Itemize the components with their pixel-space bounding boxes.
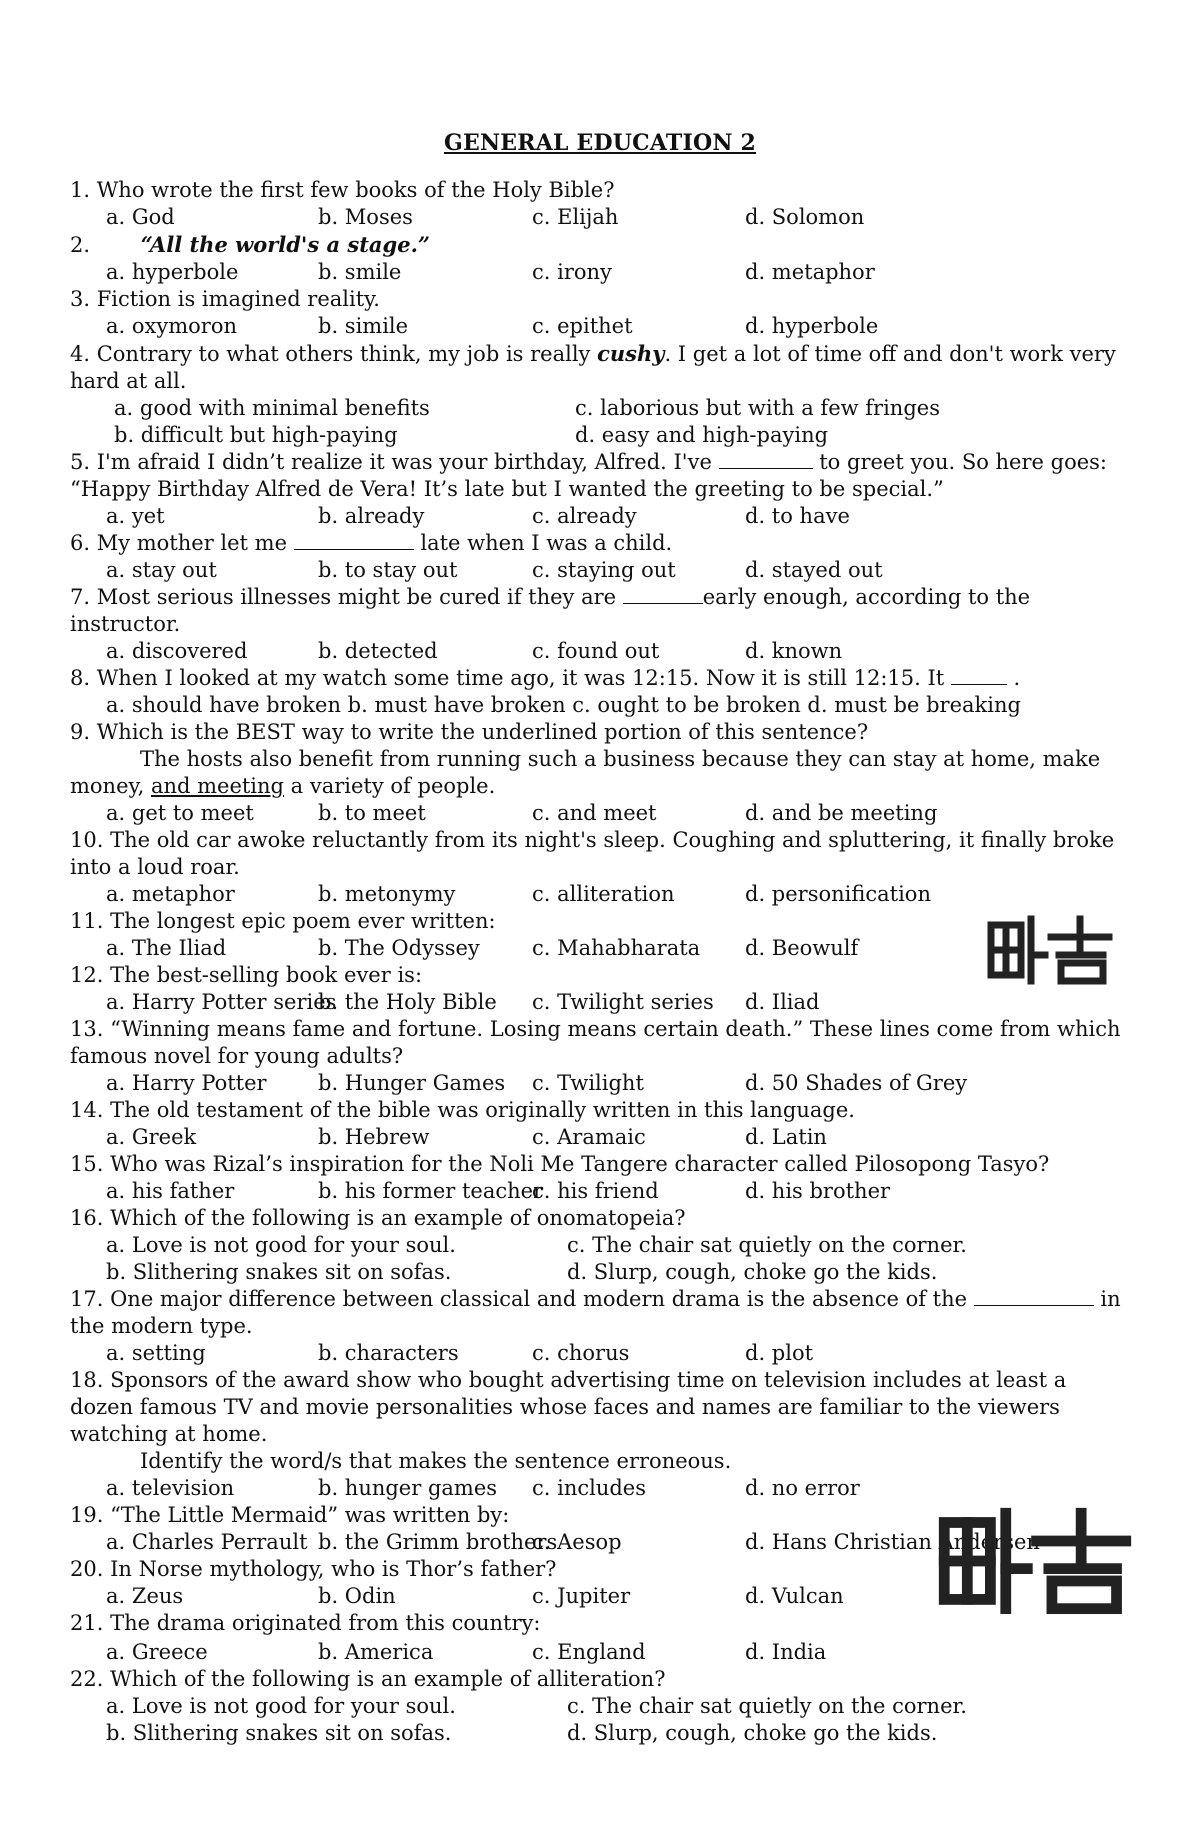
question-18-instruction: Identify the word/s that makes the sentence erroneous.	[140, 1449, 732, 1473]
question-7	[70, 584, 1130, 638]
watermark-stamp-large	[935, 1500, 1135, 1625]
option-c: c. chorus	[532, 1341, 630, 1365]
option-a: a. television	[106, 1476, 235, 1500]
options-14	[70, 1124, 1130, 1151]
question-16: 16. Which of the following is an example of onomatopeia?	[70, 1206, 686, 1230]
option-b: b. hunger games	[318, 1476, 498, 1500]
option-c: c. his friend	[532, 1179, 659, 1203]
option-a: a. Love is not good for your soul.	[106, 1233, 456, 1257]
options-16	[70, 1232, 1130, 1286]
question-text: 4. Contrary to what others think, my job is really	[70, 342, 598, 366]
option-c: c. found out	[532, 639, 660, 663]
option-c: c. The chair sat quietly on the corner.	[567, 1694, 967, 1718]
options-18	[70, 1475, 1130, 1502]
page-title: GENERAL EDUCATION 2	[443, 130, 757, 156]
option-d: d. to have	[745, 504, 850, 528]
option-d: d. Beowulf	[745, 936, 859, 960]
option-a: a. discovered	[106, 639, 248, 663]
option-b: b. America	[318, 1640, 434, 1664]
option-c: c. already	[532, 504, 637, 528]
options-12	[70, 989, 1130, 1016]
option-d: d. easy and high-paying	[575, 423, 829, 447]
option-a: a. good with minimal benefits	[114, 396, 430, 420]
option-b: b. Hebrew	[318, 1125, 430, 1149]
question-text-cont: .	[1006, 666, 1021, 690]
option-d: d. Hans Christian Andersen	[745, 1530, 1040, 1554]
option-c: c. England	[532, 1640, 646, 1664]
question-text-cont: early enough, according to the instructor.	[70, 585, 1031, 636]
option-b: b. Hunger Games	[318, 1071, 506, 1095]
option-d: d. 50 Shades of Grey	[745, 1071, 968, 1095]
question-text: 7. Most serious illnesses might be cured if they are	[70, 585, 623, 609]
question-12: 12. The best-selling book ever is:	[70, 963, 423, 987]
option-c: c. includes	[532, 1476, 647, 1500]
question-text-cont: to greet you. So here goes: “Happy Birthday Alfred de Vera! It’s late but I wanted the greeting to be special.”	[70, 450, 1107, 501]
option-a: a. stay out	[106, 558, 217, 582]
question-14: 14. The old testament of the bible was originally written in this language.	[70, 1098, 855, 1122]
question-quote: “All the world's a stage.”	[140, 232, 430, 257]
question-text-cont: late when I was a child.	[413, 531, 673, 555]
option-b: b. the Holy Bible	[318, 990, 497, 1014]
option-a: a. The Iliad	[106, 936, 227, 960]
question-17	[70, 1286, 1130, 1340]
option-a: a. Charles Perrault	[106, 1530, 308, 1554]
option-a: a. Greece	[106, 1640, 208, 1664]
option-c: c. staying out	[532, 558, 676, 582]
options-9	[70, 800, 1130, 827]
question-text-cont: . I get a lot of time off and don't work very hard at all.	[70, 342, 1116, 393]
option-d: d. stayed out	[745, 558, 883, 582]
question-9-sentence	[70, 746, 1130, 800]
option-a: a. Greek	[106, 1125, 197, 1149]
option-c: c. Jupiter	[532, 1584, 631, 1608]
options-3	[70, 313, 1130, 340]
option-a: a. hyperbole	[106, 260, 239, 284]
options-4	[70, 395, 1130, 449]
option-c: c. Aramaic	[532, 1125, 646, 1149]
option-c: c. alliteration	[532, 882, 675, 906]
option-b: b. difficult but high-paying	[114, 423, 398, 447]
watermark-stamp-small	[985, 915, 1115, 987]
sentence-text-cont: a variety of people.	[284, 774, 496, 798]
option-b: b. metonymy	[318, 882, 456, 906]
option-c: c. The chair sat quietly on the corner.	[567, 1233, 967, 1257]
option-d: d. no error	[745, 1476, 860, 1500]
option-d: d. Slurp, cough, choke go the kids.	[567, 1721, 938, 1745]
option-c: c. laborious but with a few fringes	[575, 396, 940, 420]
question-number: 2.	[70, 233, 91, 257]
option-a: a. Love is not good for your soul.	[106, 1694, 456, 1718]
option-d: d. metaphor	[745, 260, 875, 284]
answer-blank	[623, 585, 703, 604]
options-6	[70, 557, 1130, 584]
option-d: d. and be meeting	[745, 801, 938, 825]
option-b: b. to meet	[318, 801, 426, 825]
answer-blank	[294, 531, 414, 550]
options-21	[70, 1639, 1130, 1666]
question-text: 8. When I looked at my watch some time ago, it was 12:15. Now it is still 12:15. It	[70, 666, 951, 690]
question-6	[70, 530, 1130, 557]
option-b: b. to stay out	[318, 558, 458, 582]
options-8: a. should have broken b. must have broken c. ought to be broken d. must be breaking	[106, 693, 1021, 717]
option-d: d. personification	[745, 882, 931, 906]
option-a: a. yet	[106, 504, 165, 528]
option-b: b. detected	[318, 639, 438, 663]
question-15: 15. Who was Rizal’s inspiration for the Noli Me Tangere character called Pilosopong Tasyo?	[70, 1152, 1050, 1176]
sentence-text: The hosts also benefit from running such a business because they can stay at home, make money,	[70, 747, 1101, 798]
options-17	[70, 1340, 1130, 1367]
option-b: b. characters	[318, 1341, 459, 1365]
question-18: 18. Sponsors of the award show who bought advertising time on television includes at least a dozen famous TV and movie personalities whose faces and names are familiar to the viewers watching at home.	[70, 1368, 1067, 1446]
option-d: d. Vulcan	[745, 1584, 844, 1608]
option-b: b. the Grimm brothers	[318, 1530, 558, 1554]
question-8	[70, 665, 1130, 692]
answer-blank	[719, 450, 813, 469]
question-9: 9. Which is the BEST way to write the underlined portion of this sentence?	[70, 720, 869, 744]
question-11: 11. The longest epic poem ever written:	[70, 909, 496, 933]
question-13: 13. “Winning means fame and fortune. Losing means certain death.” These lines come from which famous novel for young adults?	[70, 1017, 1121, 1068]
option-a: a. get to meet	[106, 801, 254, 825]
question-10: 10. The old car awoke reluctantly from its night's sleep. Coughing and spluttering, it finally broke into a loud roar.	[70, 828, 1115, 879]
option-b: b. Slithering snakes sit on sofas.	[106, 1260, 452, 1284]
option-d: d. hyperbole	[745, 314, 879, 338]
option-d: d. plot	[745, 1341, 814, 1365]
answer-blank	[974, 1287, 1094, 1306]
question-text-cont: in the modern type.	[70, 1287, 1121, 1338]
options-10	[70, 881, 1130, 908]
option-b: b. simile	[318, 314, 409, 338]
option-c: c. epithet	[532, 314, 633, 338]
option-d: d. Slurp, cough, choke go the kids.	[567, 1260, 938, 1284]
question-text: 5. I'm afraid I didn’t realize it was your birthday, Alfred. I've	[70, 450, 719, 474]
option-a: a. Harry Potter	[106, 1071, 267, 1095]
question-text: 17. One major difference between classical and modern drama is the absence of the	[70, 1287, 974, 1311]
option-c: c. Twilight series	[532, 990, 714, 1014]
options-13	[70, 1070, 1130, 1097]
option-b: b. The Odyssey	[318, 936, 480, 960]
option-c: c. Mahabharata	[532, 936, 701, 960]
option-d: d. known	[745, 639, 843, 663]
option-b: b. Odin	[318, 1584, 396, 1608]
option-d: d. Iliad	[745, 990, 820, 1014]
options-1	[70, 204, 1130, 231]
question-text: 6. My mother let me	[70, 531, 294, 555]
options-15	[70, 1178, 1130, 1205]
question-22: 22. Which of the following is an example of alliteration?	[70, 1667, 666, 1691]
question-2	[70, 231, 1130, 259]
option-a: a. metaphor	[106, 882, 235, 906]
options-22	[70, 1693, 1130, 1747]
question-3: 3. Fiction is imagined reality.	[70, 287, 380, 311]
options-11	[70, 935, 1130, 962]
question-4	[70, 340, 1130, 395]
option-b: b. his former teacher	[318, 1179, 544, 1203]
option-c: c. irony	[532, 260, 612, 284]
answer-blank	[951, 666, 1007, 685]
option-a: a. Harry Potter series	[106, 990, 337, 1014]
option-c: c. Aesop	[532, 1530, 622, 1554]
question-5	[70, 449, 1130, 503]
option-a: a. setting	[106, 1341, 206, 1365]
option-a: a. God	[106, 205, 175, 229]
underlined-portion: and meeting	[150, 774, 284, 798]
options-7	[70, 638, 1130, 665]
question-19: 19. “The Little Mermaid” was written by:	[70, 1503, 510, 1527]
emphasized-word: cushy	[597, 341, 665, 366]
option-b: b. smile	[318, 260, 402, 284]
option-b: b. Moses	[318, 205, 413, 229]
option-c: c. Elijah	[532, 205, 619, 229]
option-c: c. Twilight	[532, 1071, 644, 1095]
question-1: 1. Who wrote the first few books of the Holy Bible?	[70, 178, 615, 202]
option-b: b. Slithering snakes sit on sofas.	[106, 1721, 452, 1745]
option-d: d. Latin	[745, 1125, 827, 1149]
option-a: a. Zeus	[106, 1584, 184, 1608]
option-d: d. his brother	[745, 1179, 891, 1203]
options-2	[70, 259, 1130, 286]
option-d: d. India	[745, 1640, 827, 1664]
option-d: d. Solomon	[745, 205, 865, 229]
options-5	[70, 503, 1130, 530]
option-b: b. already	[318, 504, 425, 528]
option-a: a. oxymoron	[106, 314, 237, 338]
question-21: 21. The drama originated from this country:	[70, 1611, 541, 1635]
option-c: c. and meet	[532, 801, 657, 825]
question-20: 20. In Norse mythology, who is Thor’s father?	[70, 1557, 557, 1581]
option-a: a. his father	[106, 1179, 235, 1203]
